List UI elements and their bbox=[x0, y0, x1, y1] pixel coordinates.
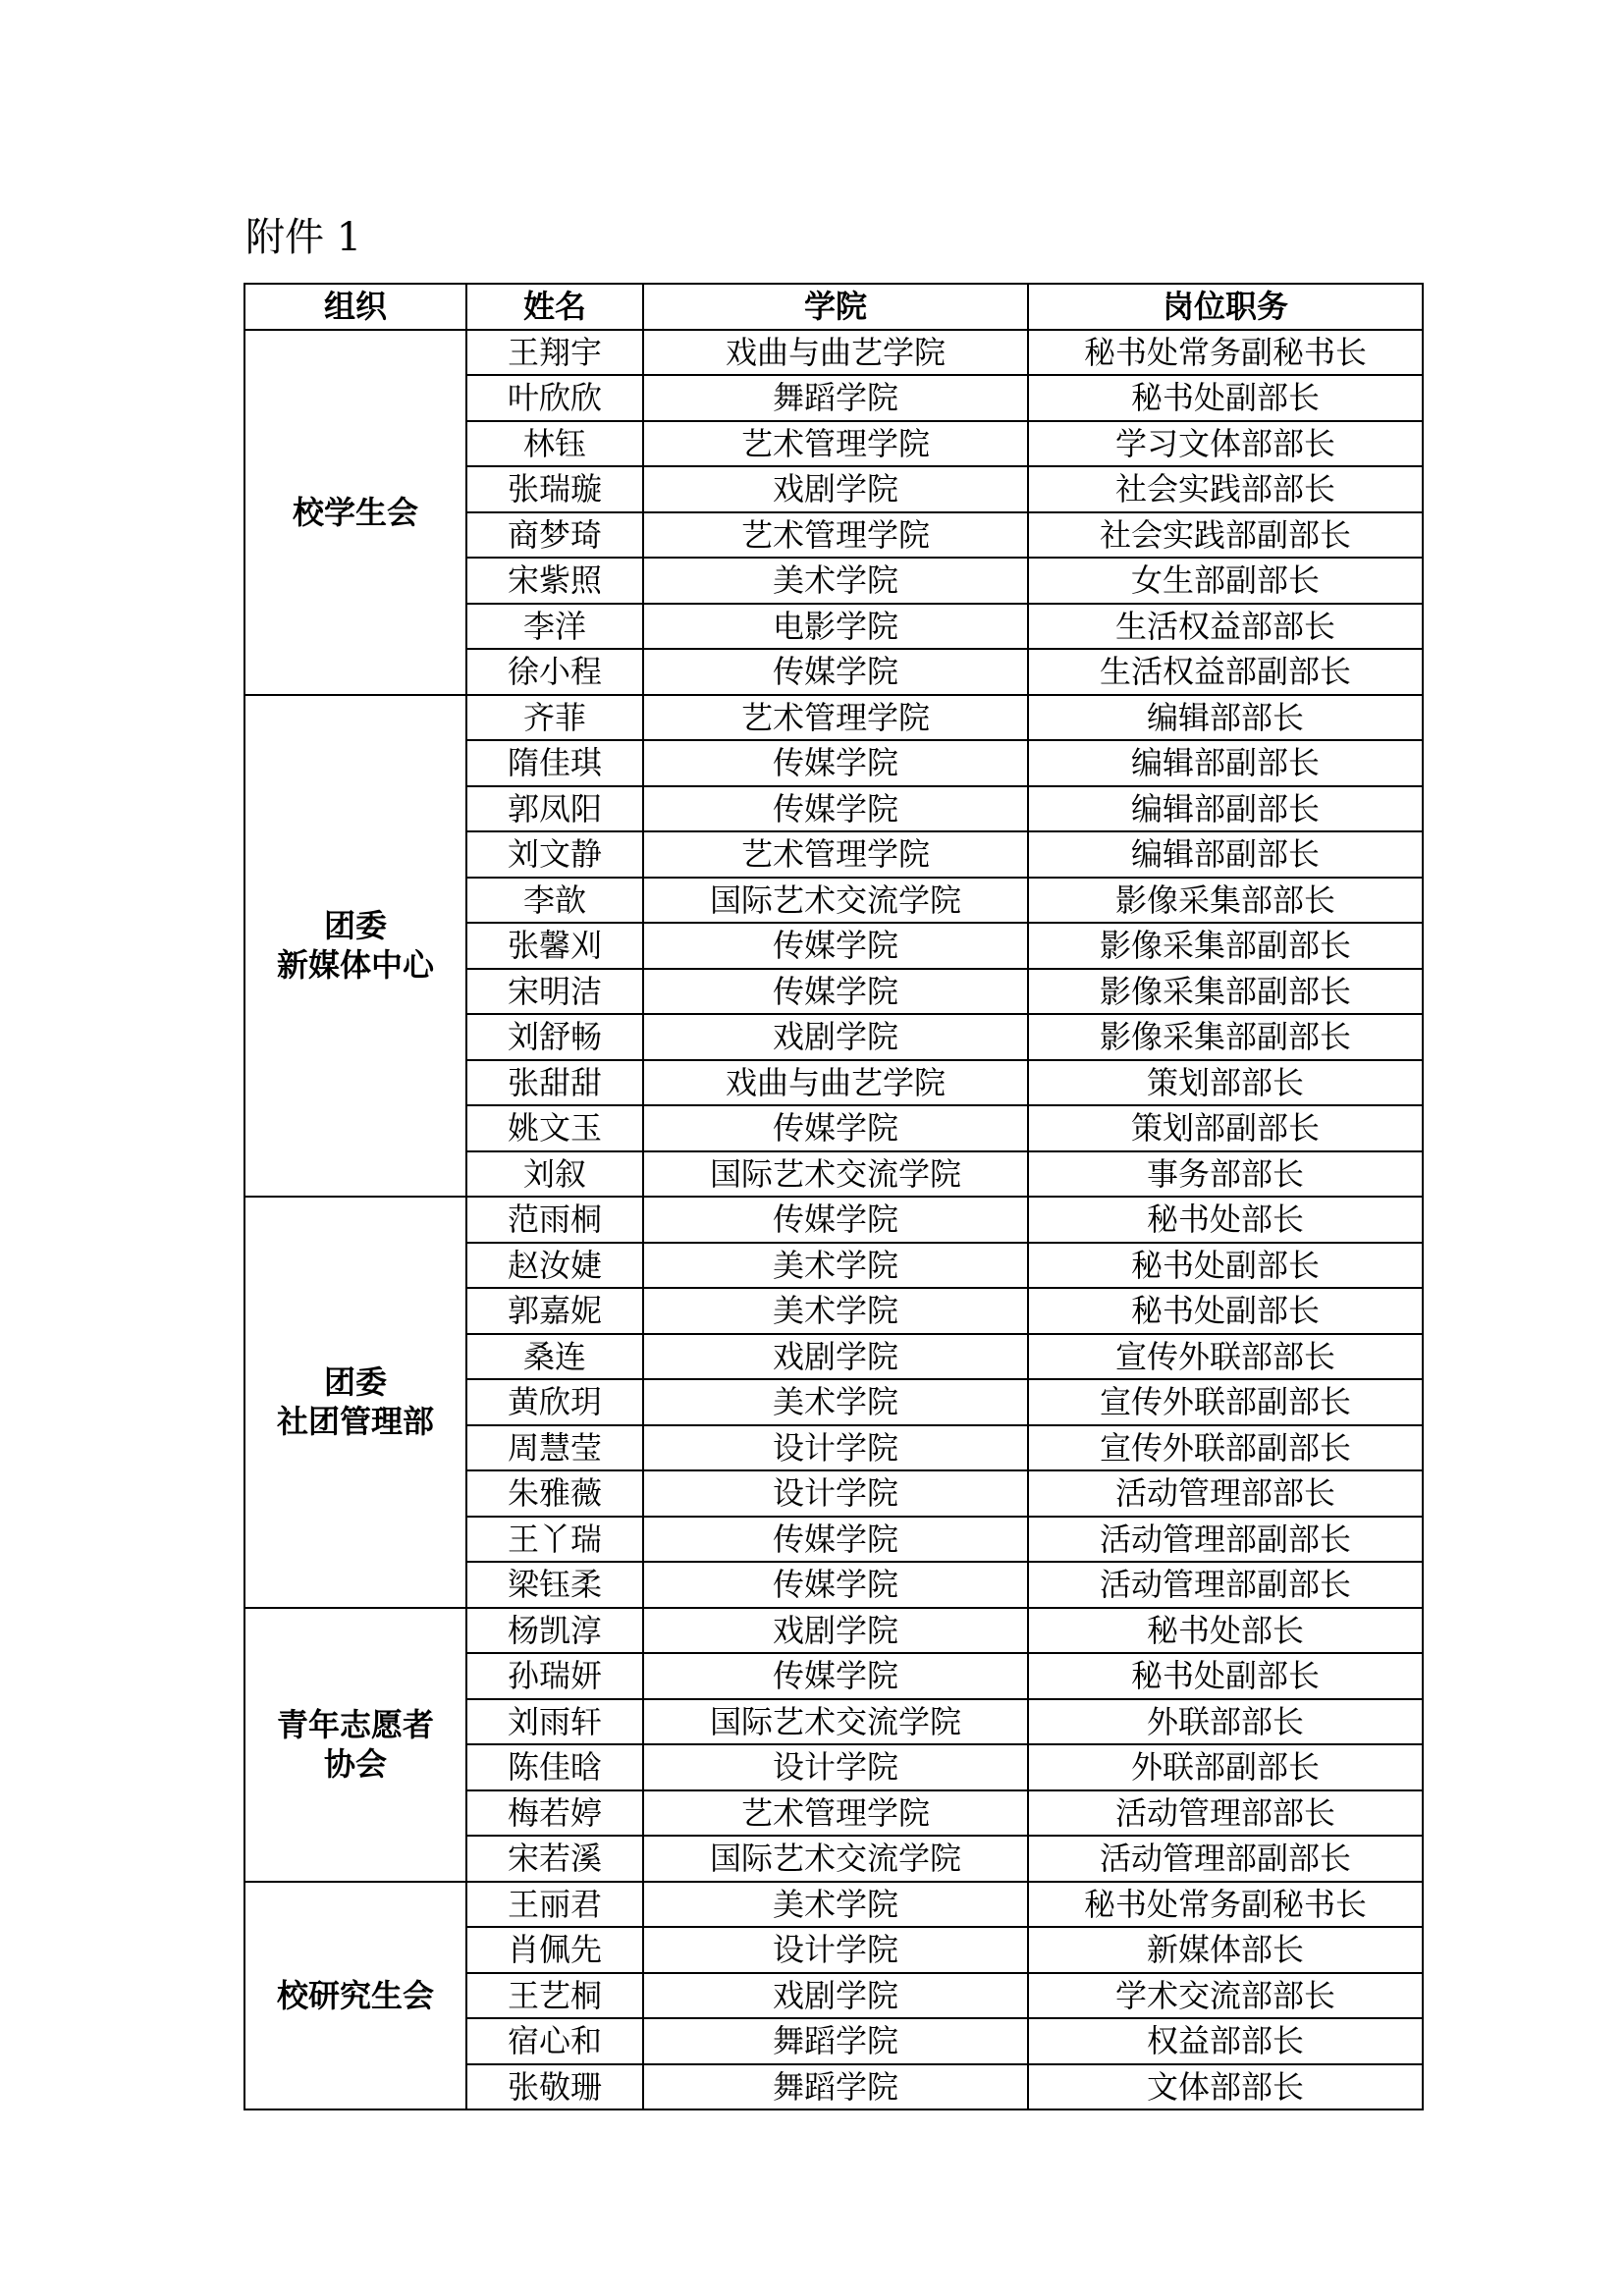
college-cell: 戏曲与曲艺学院 bbox=[643, 1060, 1028, 1106]
college-cell: 传媒学院 bbox=[643, 740, 1028, 786]
attachment-label: 附件 1 bbox=[245, 215, 362, 260]
name-cell: 隋佳琪 bbox=[466, 740, 643, 786]
college-cell: 传媒学院 bbox=[643, 1517, 1028, 1563]
college-cell: 戏剧学院 bbox=[643, 1608, 1028, 1654]
name-cell: 王艺桐 bbox=[466, 1973, 643, 2019]
position-cell: 影像采集部部长 bbox=[1028, 878, 1423, 924]
college-cell: 戏剧学院 bbox=[643, 1973, 1028, 2019]
college-cell: 美术学院 bbox=[643, 1243, 1028, 1289]
position-cell: 新媒体部长 bbox=[1028, 1927, 1423, 1973]
name-cell: 宿心和 bbox=[466, 2018, 643, 2064]
organization-name-line: 团委 bbox=[323, 1363, 387, 1402]
position-cell: 外联部副部长 bbox=[1028, 1744, 1423, 1790]
name-cell: 肖佩先 bbox=[466, 1927, 643, 1973]
position-cell: 秘书处部长 bbox=[1028, 1197, 1423, 1243]
name-cell: 梅若婷 bbox=[466, 1790, 643, 1837]
header-organization: 组织 bbox=[244, 284, 466, 330]
position-cell: 影像采集部副部长 bbox=[1028, 923, 1423, 969]
position-cell: 影像采集部副部长 bbox=[1028, 969, 1423, 1015]
organization-cell bbox=[244, 1608, 466, 1882]
header-name: 姓名 bbox=[466, 284, 643, 330]
position-cell: 编辑部副部长 bbox=[1028, 831, 1423, 878]
name-cell: 刘文静 bbox=[466, 831, 643, 878]
college-cell: 传媒学院 bbox=[643, 923, 1028, 969]
position-cell: 活动管理部副部长 bbox=[1028, 1836, 1423, 1882]
name-cell: 张甜甜 bbox=[466, 1060, 643, 1106]
position-cell: 秘书处副部长 bbox=[1028, 1653, 1423, 1699]
name-cell: 刘叙 bbox=[466, 1151, 643, 1198]
position-cell: 宣传外联部副部长 bbox=[1028, 1425, 1423, 1471]
header-position: 岗位职务 bbox=[1028, 284, 1423, 330]
name-cell: 叶欣欣 bbox=[466, 375, 643, 421]
college-cell: 艺术管理学院 bbox=[643, 1790, 1028, 1837]
position-cell: 影像采集部副部长 bbox=[1028, 1014, 1423, 1060]
name-cell: 王丫瑞 bbox=[466, 1517, 643, 1563]
organization-cell bbox=[244, 330, 466, 695]
name-cell: 张敬珊 bbox=[466, 2064, 643, 2110]
name-cell: 刘雨轩 bbox=[466, 1699, 643, 1745]
name-cell: 商梦琦 bbox=[466, 512, 643, 559]
college-cell: 戏剧学院 bbox=[643, 466, 1028, 512]
position-cell: 社会实践部副部长 bbox=[1028, 512, 1423, 559]
organization-name-line: 新媒体中心 bbox=[276, 946, 434, 985]
position-cell: 事务部部长 bbox=[1028, 1151, 1423, 1198]
position-cell: 编辑部部长 bbox=[1028, 695, 1423, 741]
college-cell: 艺术管理学院 bbox=[643, 695, 1028, 741]
position-cell: 学习文体部部长 bbox=[1028, 421, 1423, 467]
organization-name-line: 校研究生会 bbox=[276, 1976, 434, 2014]
name-cell: 宋若溪 bbox=[466, 1836, 643, 1882]
name-cell: 桑连 bbox=[466, 1334, 643, 1380]
name-cell: 刘舒畅 bbox=[466, 1014, 643, 1060]
name-cell: 孙瑞妍 bbox=[466, 1653, 643, 1699]
position-cell: 活动管理部副部长 bbox=[1028, 1517, 1423, 1563]
name-cell: 齐菲 bbox=[466, 695, 643, 741]
name-cell: 朱雅薇 bbox=[466, 1470, 643, 1517]
name-cell: 杨凯淳 bbox=[466, 1608, 643, 1654]
organization-name-line: 社团管理部 bbox=[276, 1403, 434, 1441]
college-cell: 戏剧学院 bbox=[643, 1014, 1028, 1060]
college-cell: 传媒学院 bbox=[643, 1197, 1028, 1243]
organization-name-line: 青年志愿者 bbox=[276, 1706, 434, 1743]
position-cell: 秘书处部长 bbox=[1028, 1608, 1423, 1654]
organization-cell bbox=[244, 1882, 466, 2110]
name-cell: 黄欣玥 bbox=[466, 1379, 643, 1425]
header-row bbox=[244, 284, 1423, 330]
position-cell: 生活权益部部长 bbox=[1028, 604, 1423, 650]
organization-name-line: 校学生会 bbox=[292, 493, 418, 531]
college-cell: 国际艺术交流学院 bbox=[643, 1151, 1028, 1198]
position-cell: 秘书处副部长 bbox=[1028, 1288, 1423, 1334]
organization-cell bbox=[244, 1197, 466, 1608]
name-cell: 张馨刈 bbox=[466, 923, 643, 969]
college-cell: 设计学院 bbox=[643, 1744, 1028, 1790]
position-cell: 秘书处副部长 bbox=[1028, 1243, 1423, 1289]
position-cell: 秘书处常务副秘书长 bbox=[1028, 330, 1423, 376]
college-cell: 舞蹈学院 bbox=[643, 2018, 1028, 2064]
college-cell: 传媒学院 bbox=[643, 969, 1028, 1015]
college-cell: 艺术管理学院 bbox=[643, 831, 1028, 878]
table-row bbox=[244, 695, 1423, 741]
position-cell: 外联部部长 bbox=[1028, 1699, 1423, 1745]
table-row bbox=[244, 1197, 1423, 1243]
position-cell: 秘书处常务副秘书长 bbox=[1028, 1882, 1423, 1928]
position-cell: 编辑部副部长 bbox=[1028, 740, 1423, 786]
college-cell: 传媒学院 bbox=[643, 1653, 1028, 1699]
name-cell: 王丽君 bbox=[466, 1882, 643, 1928]
college-cell: 国际艺术交流学院 bbox=[643, 1836, 1028, 1882]
college-cell: 设计学院 bbox=[643, 1927, 1028, 1973]
position-cell: 社会实践部部长 bbox=[1028, 466, 1423, 512]
college-cell: 国际艺术交流学院 bbox=[643, 878, 1028, 924]
college-cell: 传媒学院 bbox=[643, 786, 1028, 832]
college-cell: 设计学院 bbox=[643, 1425, 1028, 1471]
position-cell: 权益部部长 bbox=[1028, 2018, 1423, 2064]
organization-cell bbox=[244, 695, 466, 1198]
table-row bbox=[244, 1882, 1423, 1928]
position-cell: 女生部副部长 bbox=[1028, 558, 1423, 604]
college-cell: 美术学院 bbox=[643, 558, 1028, 604]
name-cell: 徐小程 bbox=[466, 649, 643, 695]
college-cell: 传媒学院 bbox=[643, 649, 1028, 695]
position-cell: 编辑部副部长 bbox=[1028, 786, 1423, 832]
position-cell: 活动管理部部长 bbox=[1028, 1470, 1423, 1517]
position-cell: 秘书处副部长 bbox=[1028, 375, 1423, 421]
college-cell: 舞蹈学院 bbox=[643, 2064, 1028, 2110]
college-cell: 国际艺术交流学院 bbox=[643, 1699, 1028, 1745]
college-cell: 艺术管理学院 bbox=[643, 512, 1028, 559]
name-cell: 郭嘉妮 bbox=[466, 1288, 643, 1334]
name-cell: 李洋 bbox=[466, 604, 643, 650]
name-cell: 姚文玉 bbox=[466, 1105, 643, 1151]
organization-name-line: 团委 bbox=[323, 907, 387, 945]
table-row bbox=[244, 330, 1423, 376]
college-cell: 戏剧学院 bbox=[643, 1334, 1028, 1380]
college-cell: 美术学院 bbox=[643, 1379, 1028, 1425]
roster-body bbox=[244, 330, 1423, 2110]
position-cell: 文体部部长 bbox=[1028, 2064, 1423, 2110]
name-cell: 赵汝婕 bbox=[466, 1243, 643, 1289]
name-cell: 周慧莹 bbox=[466, 1425, 643, 1471]
college-cell: 传媒学院 bbox=[643, 1562, 1028, 1608]
name-cell: 宋紫照 bbox=[466, 558, 643, 604]
college-cell: 舞蹈学院 bbox=[643, 375, 1028, 421]
name-cell: 范雨桐 bbox=[466, 1197, 643, 1243]
college-cell: 传媒学院 bbox=[643, 1105, 1028, 1151]
name-cell: 梁钰柔 bbox=[466, 1562, 643, 1608]
college-cell: 电影学院 bbox=[643, 604, 1028, 650]
name-cell: 林钰 bbox=[466, 421, 643, 467]
position-cell: 活动管理部部长 bbox=[1028, 1790, 1423, 1837]
position-cell: 策划部部长 bbox=[1028, 1060, 1423, 1106]
college-cell: 艺术管理学院 bbox=[643, 421, 1028, 467]
position-cell: 策划部副部长 bbox=[1028, 1105, 1423, 1151]
roster-table bbox=[244, 283, 1424, 2110]
name-cell: 李歆 bbox=[466, 878, 643, 924]
college-cell: 设计学院 bbox=[643, 1470, 1028, 1517]
name-cell: 张瑞璇 bbox=[466, 466, 643, 512]
name-cell: 王翔宇 bbox=[466, 330, 643, 376]
name-cell: 宋明洁 bbox=[466, 969, 643, 1015]
college-cell: 美术学院 bbox=[643, 1288, 1028, 1334]
position-cell: 学术交流部部长 bbox=[1028, 1973, 1423, 2019]
header-college: 学院 bbox=[643, 284, 1028, 330]
position-cell: 宣传外联部部长 bbox=[1028, 1334, 1423, 1380]
organization-name-line: 协会 bbox=[323, 1745, 387, 1783]
college-cell: 戏曲与曲艺学院 bbox=[643, 330, 1028, 376]
position-cell: 活动管理部副部长 bbox=[1028, 1562, 1423, 1608]
table-row bbox=[244, 1608, 1423, 1654]
college-cell: 美术学院 bbox=[643, 1882, 1028, 1928]
position-cell: 生活权益部副部长 bbox=[1028, 649, 1423, 695]
name-cell: 郭凤阳 bbox=[466, 786, 643, 832]
position-cell: 宣传外联部副部长 bbox=[1028, 1379, 1423, 1425]
name-cell: 陈佳晗 bbox=[466, 1744, 643, 1790]
